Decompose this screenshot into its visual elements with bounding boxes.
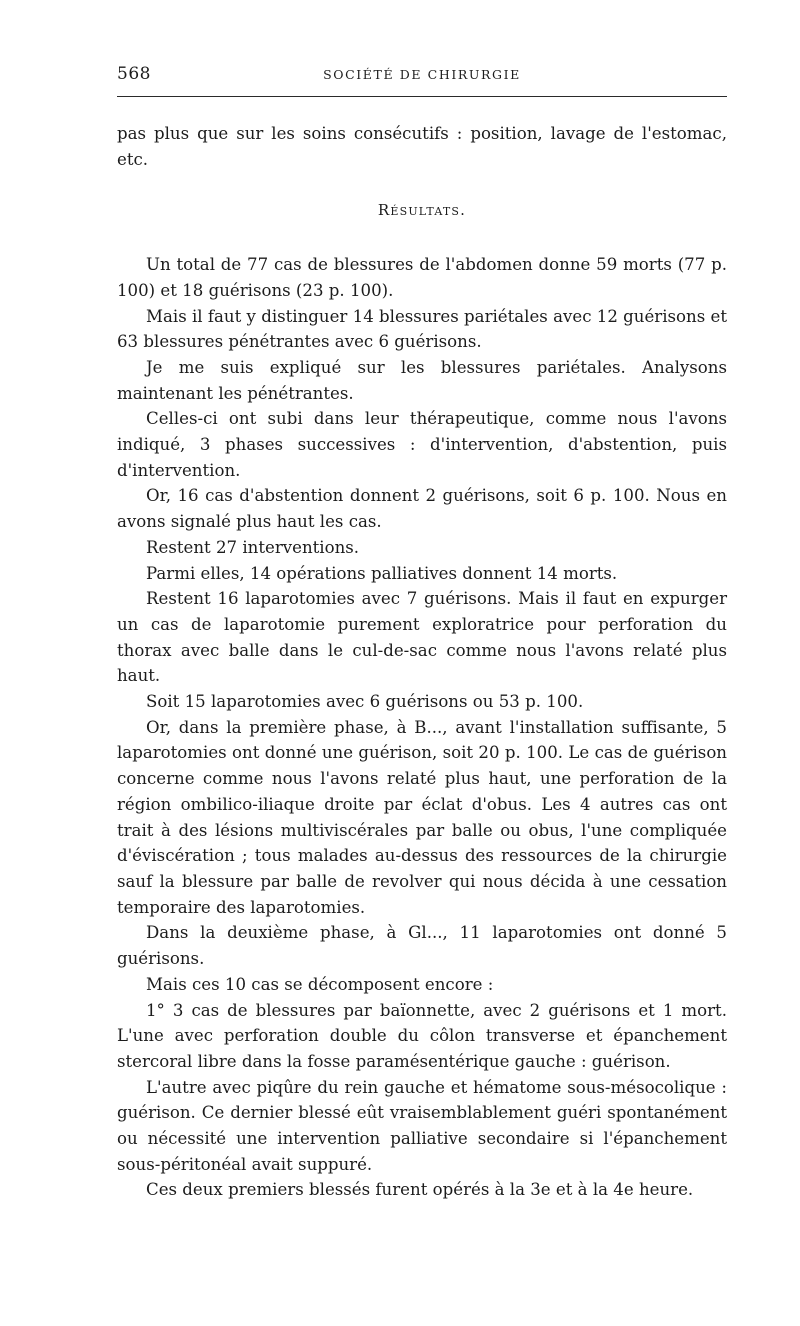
page-number: 568 (117, 64, 151, 84)
paragraph: Je me suis expliqué sur les blessures pariétales. Analysons maintenant les pénétrantes. (117, 357, 727, 403)
paragraph: Mais ces 10 cas se décomposent encore : (146, 974, 494, 994)
body-text (117, 121, 727, 1203)
paragraph: 1° 3 cas de blessures par baïonnette, avec 2 guérisons et 1 mort. L'une avec perforation double du côlon transverse et épanchement stercoral libre dans la fosse paramésentérique gauche : guérison. (117, 1000, 727, 1071)
book-page (117, 60, 727, 1203)
paragraph: Un total de 77 cas de blessures de l'abdomen donne 59 morts (77 p. 100) et 18 guérisons (23 p. 100). (117, 255, 727, 300)
paragraph-last: Ces deux premiers blessés furent opérés à la 3e et à la 4e heure. (146, 1180, 694, 1200)
paragraph: Soit 15 laparotomies avec 6 guérisons ou 53 p. 100. (146, 692, 584, 712)
page-header (117, 60, 727, 90)
paragraph: Mais il faut y distinguer 14 blessures pariétales avec 12 guérisons et 63 blessures pénétrantes avec 6 guérisons. (117, 306, 727, 352)
paragraph: Dans la deuxième phase, à Gl..., 11 laparotomies ont donné 5 guérisons. (117, 923, 727, 969)
paragraph: Or, 16 cas d'abstention donnent 2 guérisons, soit 6 p. 100. Nous en avons signalé plus haut les cas. (117, 486, 727, 532)
paragraph: Or, dans la première phase, à B..., avant l'installation suffisante, 5 laparotomies ont donné une guérison, soit 20 p. 100. Le cas de guérison concerne comme nous l'avons relaté plus haut, une perforation de la région ombilico-iliaque droite par éclat d'obus. Les 4 autres cas ont trait à des lésions multiviscérales par balle ou obus, l'une compliquée d'éviscération ; tous malades au-dessus des ressources de la chirurgie sauf la blessure par balle de revolver qui nous décida à une cessation temporaire des laparotomies. (117, 717, 727, 917)
header-rule (117, 96, 727, 97)
section-heading: Résultats. (377, 201, 467, 220)
paragraph: Restent 27 interventions. (146, 537, 360, 557)
running-head: SOCIÉTÉ DE CHIRURGIE (323, 67, 521, 82)
paragraph: Restent 16 laparotomies avec 7 guérisons. Mais il faut en expurger un cas de laparotomie purement exploratrice pour perforation du thorax avec balle dans le cul-de-sac comme nous l'avons relaté plus haut. (117, 589, 727, 686)
paragraph: L'autre avec piqûre du rein gauche et hématome sous-mésocolique : guérison. Ce dernier blessé eût vraisemblablement guéri spontanément ou nécessité une intervention palliative secondaire si l'épanchement sous-péritonéal avait suppuré. (117, 1077, 727, 1174)
paragraph: Celles-ci ont subi dans leur thérapeutique, comme nous l'avons indiqué, 3 phases successives : d'intervention, d'abstention, puis d'intervention. (117, 409, 727, 480)
paragraph: Parmi elles, 14 opérations palliatives donnent 14 morts. (146, 563, 618, 583)
paragraph-continuation: pas plus que sur les soins consécutifs : position, lavage de l'estomac, etc. (117, 124, 727, 169)
